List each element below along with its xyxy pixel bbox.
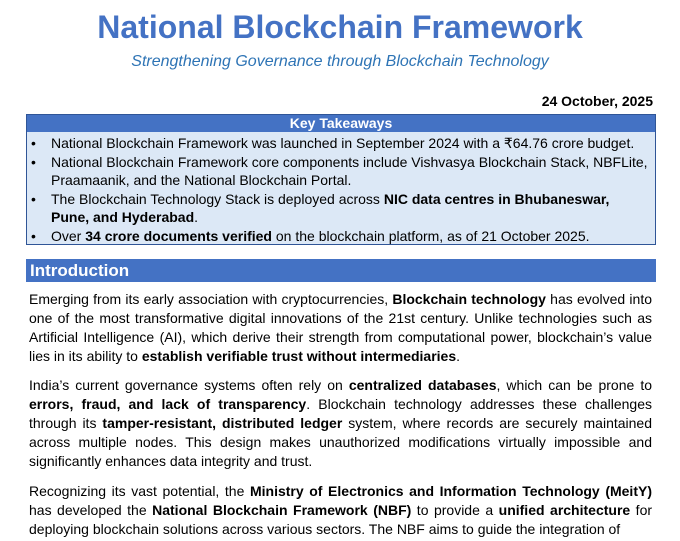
key-takeaways-list [27, 132, 655, 246]
intro-paragraph [29, 290, 652, 366]
bold-text-run: errors, fraud, and lack of transparency [29, 396, 307, 412]
text-run: has evolved into one of the most transformative digital innovations of the 21st century. Unlike technologies such as Artificial Intelligence (AI), which derive their strength from computational power, blockchain’s value lies in its ability to [29, 291, 652, 364]
text-run: , which can be prone to [496, 377, 652, 393]
takeaway-item [51, 227, 649, 246]
bold-text-run: Blockchain technology [392, 291, 546, 307]
takeaway-item [51, 153, 649, 190]
text-run: for deploying blockchain solutions across various sectors. The NBF aims to guide the integration of [29, 502, 653, 537]
text-run: . [194, 209, 199, 226]
bold-text-run: NIC data centres in Bhubaneswar, Pune, and Hyderabad [51, 190, 610, 226]
bold-text-run: tamper-resistant, distributed ledger [102, 415, 343, 431]
document-subtitle: Strengthening Governance through Blockchain Technology [131, 53, 549, 70]
text-run: Over [51, 227, 86, 244]
text-run: India’s current governance systems often rely on [29, 377, 349, 393]
takeaway-item [51, 134, 649, 153]
text-run: Emerging from its early association with cryptocurrencies, [29, 291, 393, 307]
bold-text-run: 34 crore documents verified [85, 227, 272, 244]
text-run: Recognizing its vast potential, the [29, 483, 250, 499]
text-run: National Blockchain Framework was launched in September 2024 with a ₹64.76 crore budget. [51, 135, 635, 151]
text-run: on the blockchain platform, as of 21 October 2025. [271, 227, 590, 244]
bold-text-run: centralized databases [348, 377, 497, 393]
text-run: The Blockchain Technology Stack is deployed across [51, 190, 384, 207]
introduction-heading-bar [26, 259, 656, 282]
bold-text-run: National Blockchain Framework (NBF) [152, 502, 412, 518]
bold-text-run: Ministry of Electronics and Information Technology (MeitY) [249, 483, 652, 499]
text-run: has developed the [29, 502, 153, 518]
text-run: National Blockchain Framework core components include Vishvasya Blockchain Stack, NBFLite, Praamaanik, and the National Blockchain Portal. [51, 153, 648, 189]
key-takeaways-box [26, 114, 656, 245]
takeaway-item [51, 190, 649, 227]
text-run: system, where records are securely maintained across multiple nodes. This design makes unauthorized modifications virtually impossible and significantly enhances data integrity and trust. [29, 415, 652, 469]
text-run: . [456, 348, 461, 364]
document-date: 24 October, 2025 [541, 93, 653, 109]
key-takeaways-header: Key Takeaways [27, 115, 655, 132]
intro-paragraph [29, 376, 652, 471]
text-run: to provide a [411, 502, 499, 518]
introduction-heading: Introduction [30, 261, 130, 280]
text-run: . Blockchain technology addresses these challenges through its [29, 396, 652, 431]
bold-text-run: unified architecture [498, 502, 631, 518]
intro-paragraph [29, 482, 652, 539]
document-title: National Blockchain Framework [97, 9, 583, 45]
bold-text-run: establish verifiable trust without intermediaries [141, 348, 457, 364]
